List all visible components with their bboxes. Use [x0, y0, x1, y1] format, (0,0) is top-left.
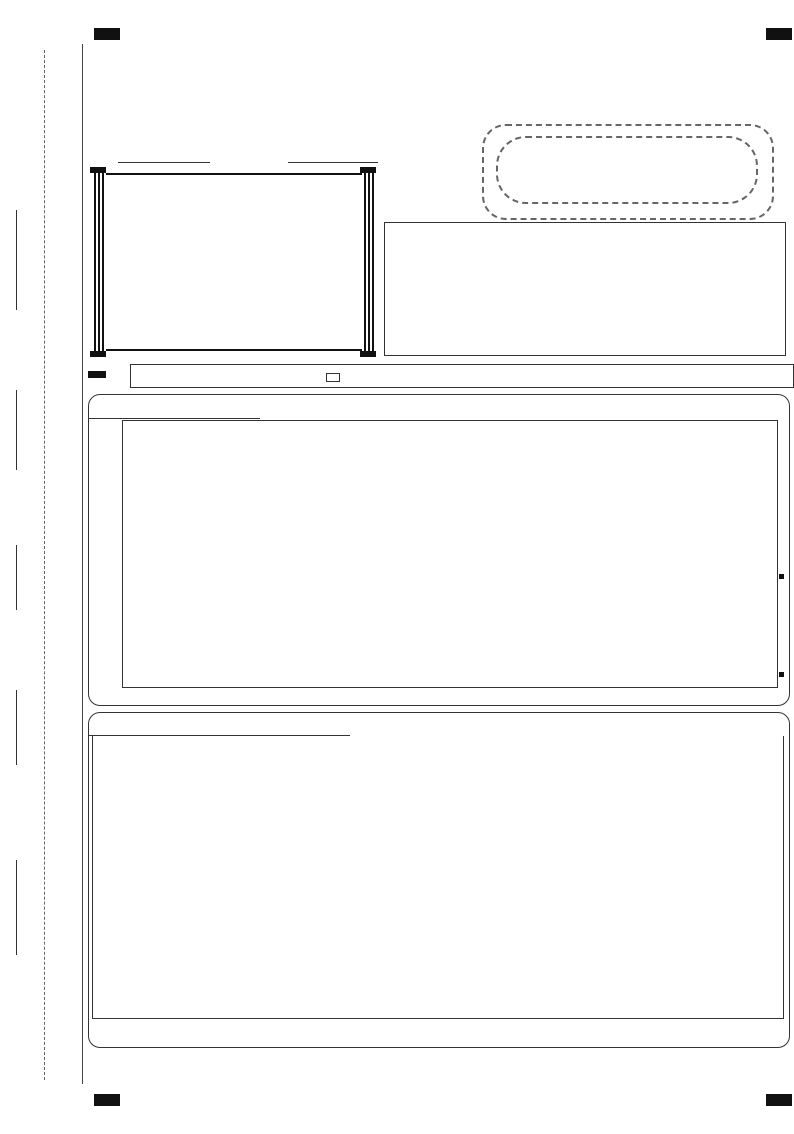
barcode-inner: [496, 136, 758, 204]
side-line-xx: [16, 860, 17, 955]
side-line-zkzh: [16, 210, 17, 310]
exam-no-grid: [88, 167, 378, 357]
exam-no-field[interactable]: [118, 162, 210, 163]
absent-timing-mark: [88, 371, 106, 378]
corner-mark-bottom-right: [766, 1094, 792, 1106]
name-field[interactable]: [288, 162, 378, 163]
notice-box: [384, 222, 786, 356]
part2-inner: [92, 736, 784, 1019]
right-mark-2: [779, 672, 784, 677]
side-line-xm: [16, 545, 17, 610]
forbid-row: [130, 364, 794, 388]
right-mark-1: [779, 574, 784, 579]
corner-mark-bottom-left: [94, 1094, 120, 1106]
side-line-kd: [16, 390, 17, 470]
side-line-bj: [16, 690, 17, 765]
corner-mark-top-right: [766, 28, 792, 40]
part1-rule: [88, 418, 260, 419]
binding-dashed-line: [44, 50, 45, 1080]
mc-inner-box: [122, 420, 778, 688]
absent-checkbox[interactable]: [326, 373, 340, 382]
corner-mark-top-left: [94, 28, 120, 40]
binding-solid-line: [82, 44, 83, 1084]
